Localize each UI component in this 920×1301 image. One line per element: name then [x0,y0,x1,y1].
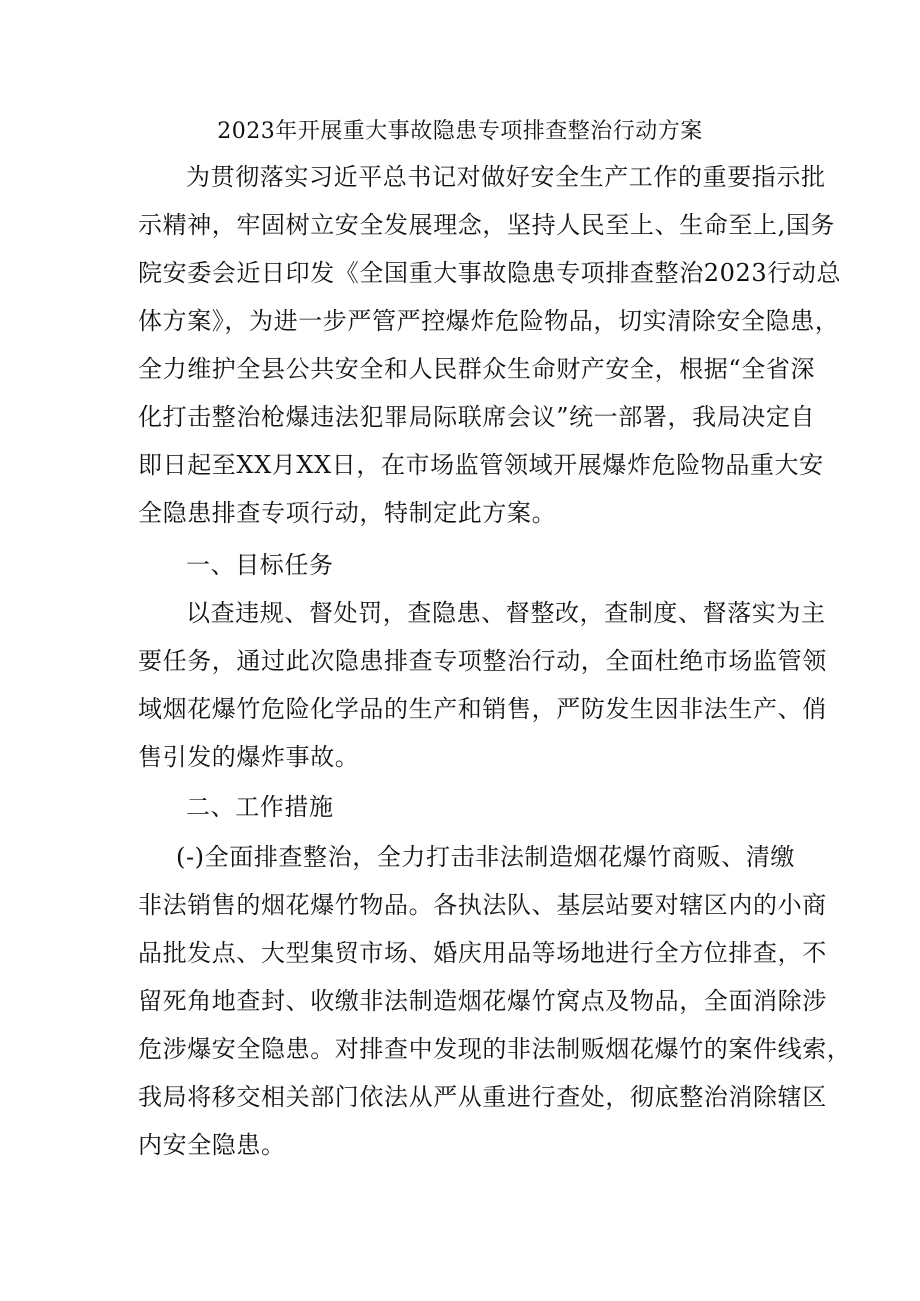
paragraph-line: (-)全面排查整治，全力打击非法制造烟花爆竹商贩、清缴 [176,843,796,871]
paragraph-line: 售引发的爆炸事故。 [138,743,360,771]
paragraph-line: 我局将移交相关部门依法从严从重进行查处，彻底整治消除辖区 [138,1083,827,1111]
paragraph-line: 化打击整治枪爆违法犯罪局际联席会议”统一部署，我局决定自 [138,403,816,431]
paragraph-line: 内安全隐患。 [138,1131,286,1159]
document-title: 2023年开展重大事故隐患专项排查整治行动方案 [217,119,703,144]
paragraph-line: 域烟花爆竹危险化学品的生产和销售，严防发生因非法生产、俏 [138,695,827,723]
paragraph-line: 院安委会近日印发《全国重大事故隐患专项排查整治2023行动总 [138,259,842,287]
paragraph-line: 即日起至XX月XX日，在市场监管领域开展爆炸危险物品重大安 [138,451,824,479]
section-heading: 二、工作措施 [186,793,334,821]
paragraph-line: 全力维护全县公共安全和人民群众生命财产安全，根据“全省深 [138,355,816,383]
paragraph-line: 要任务，通过此次隐患排查专项整治行动，全面杜绝市场监管领 [138,647,827,675]
paragraph-line: 危涉爆安全隐患。对排查中发现的非法制贩烟花爆竹的案件线索， [138,1035,852,1063]
paragraph-line: 全隐患排查专项行动，特制定此方案。 [138,499,557,527]
paragraph-line: 留死角地查封、收缴非法制造烟花爆竹窝点及物品，全面消除涉 [138,987,827,1015]
paragraph-line: 以查违规、督处罚，查隐患、督整改，查制度、督落实为主 [186,599,826,627]
paragraph-line: 示精神，牢固树立安全发展理念，坚持人民至上、生命至上,国务 [138,211,836,239]
paragraph-line: 为贯彻落实习近平总书记对做好安全生产工作的重要指示批 [186,163,826,191]
paragraph-line: 非法销售的烟花爆竹物品。各执法队、基层站要对辖区内的小商 [138,891,827,919]
paragraph-line: 体方案》，为进一步严管严控爆炸危险物品，切实清除安全隐患， [138,307,840,335]
section-heading: 一、目标任务 [186,551,334,579]
paragraph-line: 品批发点、大型集贸市场、婚庆用品等场地进行全方位排查，不 [138,939,827,967]
